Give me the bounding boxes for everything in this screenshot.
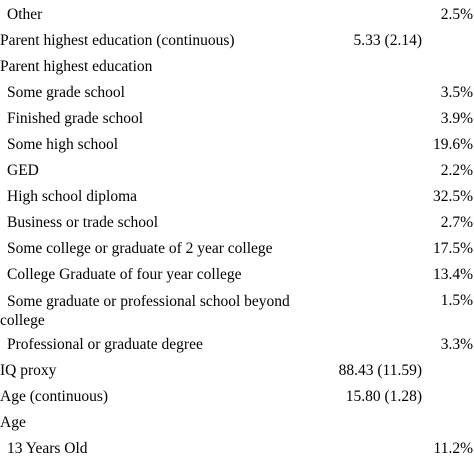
table-row: [0, 236, 474, 262]
row-label: Some college or graduate of 2 year college: [7, 240, 273, 257]
table-row: [0, 184, 474, 210]
row-label: Parent highest education: [0, 58, 153, 75]
row-percent: 17.5%: [432, 240, 473, 257]
row-label: Some graduate or professional school beyond college: [0, 293, 290, 329]
row-label: Finished grade school: [7, 110, 144, 127]
row-percent: 2.2%: [440, 162, 473, 179]
table-row: [0, 158, 474, 184]
row-label: Parent highest education (continuous): [0, 32, 235, 49]
row-label: Professional or graduate degree: [7, 336, 203, 353]
row-label: 13 Years Old: [7, 440, 88, 457]
row-label: High school diploma: [7, 188, 138, 205]
table-row: [0, 54, 474, 80]
row-percent: 32.5%: [432, 188, 473, 205]
table-row: [0, 106, 474, 132]
row-label: GED: [7, 162, 39, 179]
table-row: [0, 384, 474, 410]
row-percent: 3.5%: [440, 84, 473, 101]
row-percent: 1.5%: [440, 292, 473, 309]
table-row: [0, 358, 474, 384]
row-label: Other: [7, 6, 43, 23]
row-label: Age (continuous): [0, 388, 109, 405]
row-percent: 3.3%: [440, 336, 473, 353]
row-label: Business or trade school: [7, 214, 159, 231]
row-label: Some high school: [7, 136, 119, 153]
row-label: Age: [0, 414, 26, 431]
row-label: Some grade school: [7, 84, 125, 101]
table-row: [0, 262, 474, 288]
row-percent: 3.9%: [440, 110, 473, 127]
row-mean-sd: 88.43 (11.59): [338, 362, 422, 379]
table-row: [0, 210, 474, 236]
table-row: [0, 2, 474, 28]
row-percent: 2.5%: [440, 6, 473, 23]
table-row: [0, 132, 474, 158]
row-percent: 19.6%: [432, 136, 473, 153]
row-percent: 11.2%: [433, 440, 473, 457]
table-row: [0, 436, 474, 462]
table-row: [0, 80, 474, 106]
row-mean-sd: 15.80 (1.28): [345, 388, 422, 405]
table-row: [0, 288, 474, 332]
row-percent: 2.7%: [440, 214, 473, 231]
table-row: [0, 410, 474, 436]
row-label: College Graduate of four year college: [7, 266, 242, 283]
row-percent: 13.4%: [432, 266, 473, 283]
row-mean-sd: 5.33 (2.14): [353, 32, 422, 49]
table-row: [0, 28, 474, 54]
row-label: IQ proxy: [0, 362, 57, 379]
table-row: [0, 332, 474, 358]
